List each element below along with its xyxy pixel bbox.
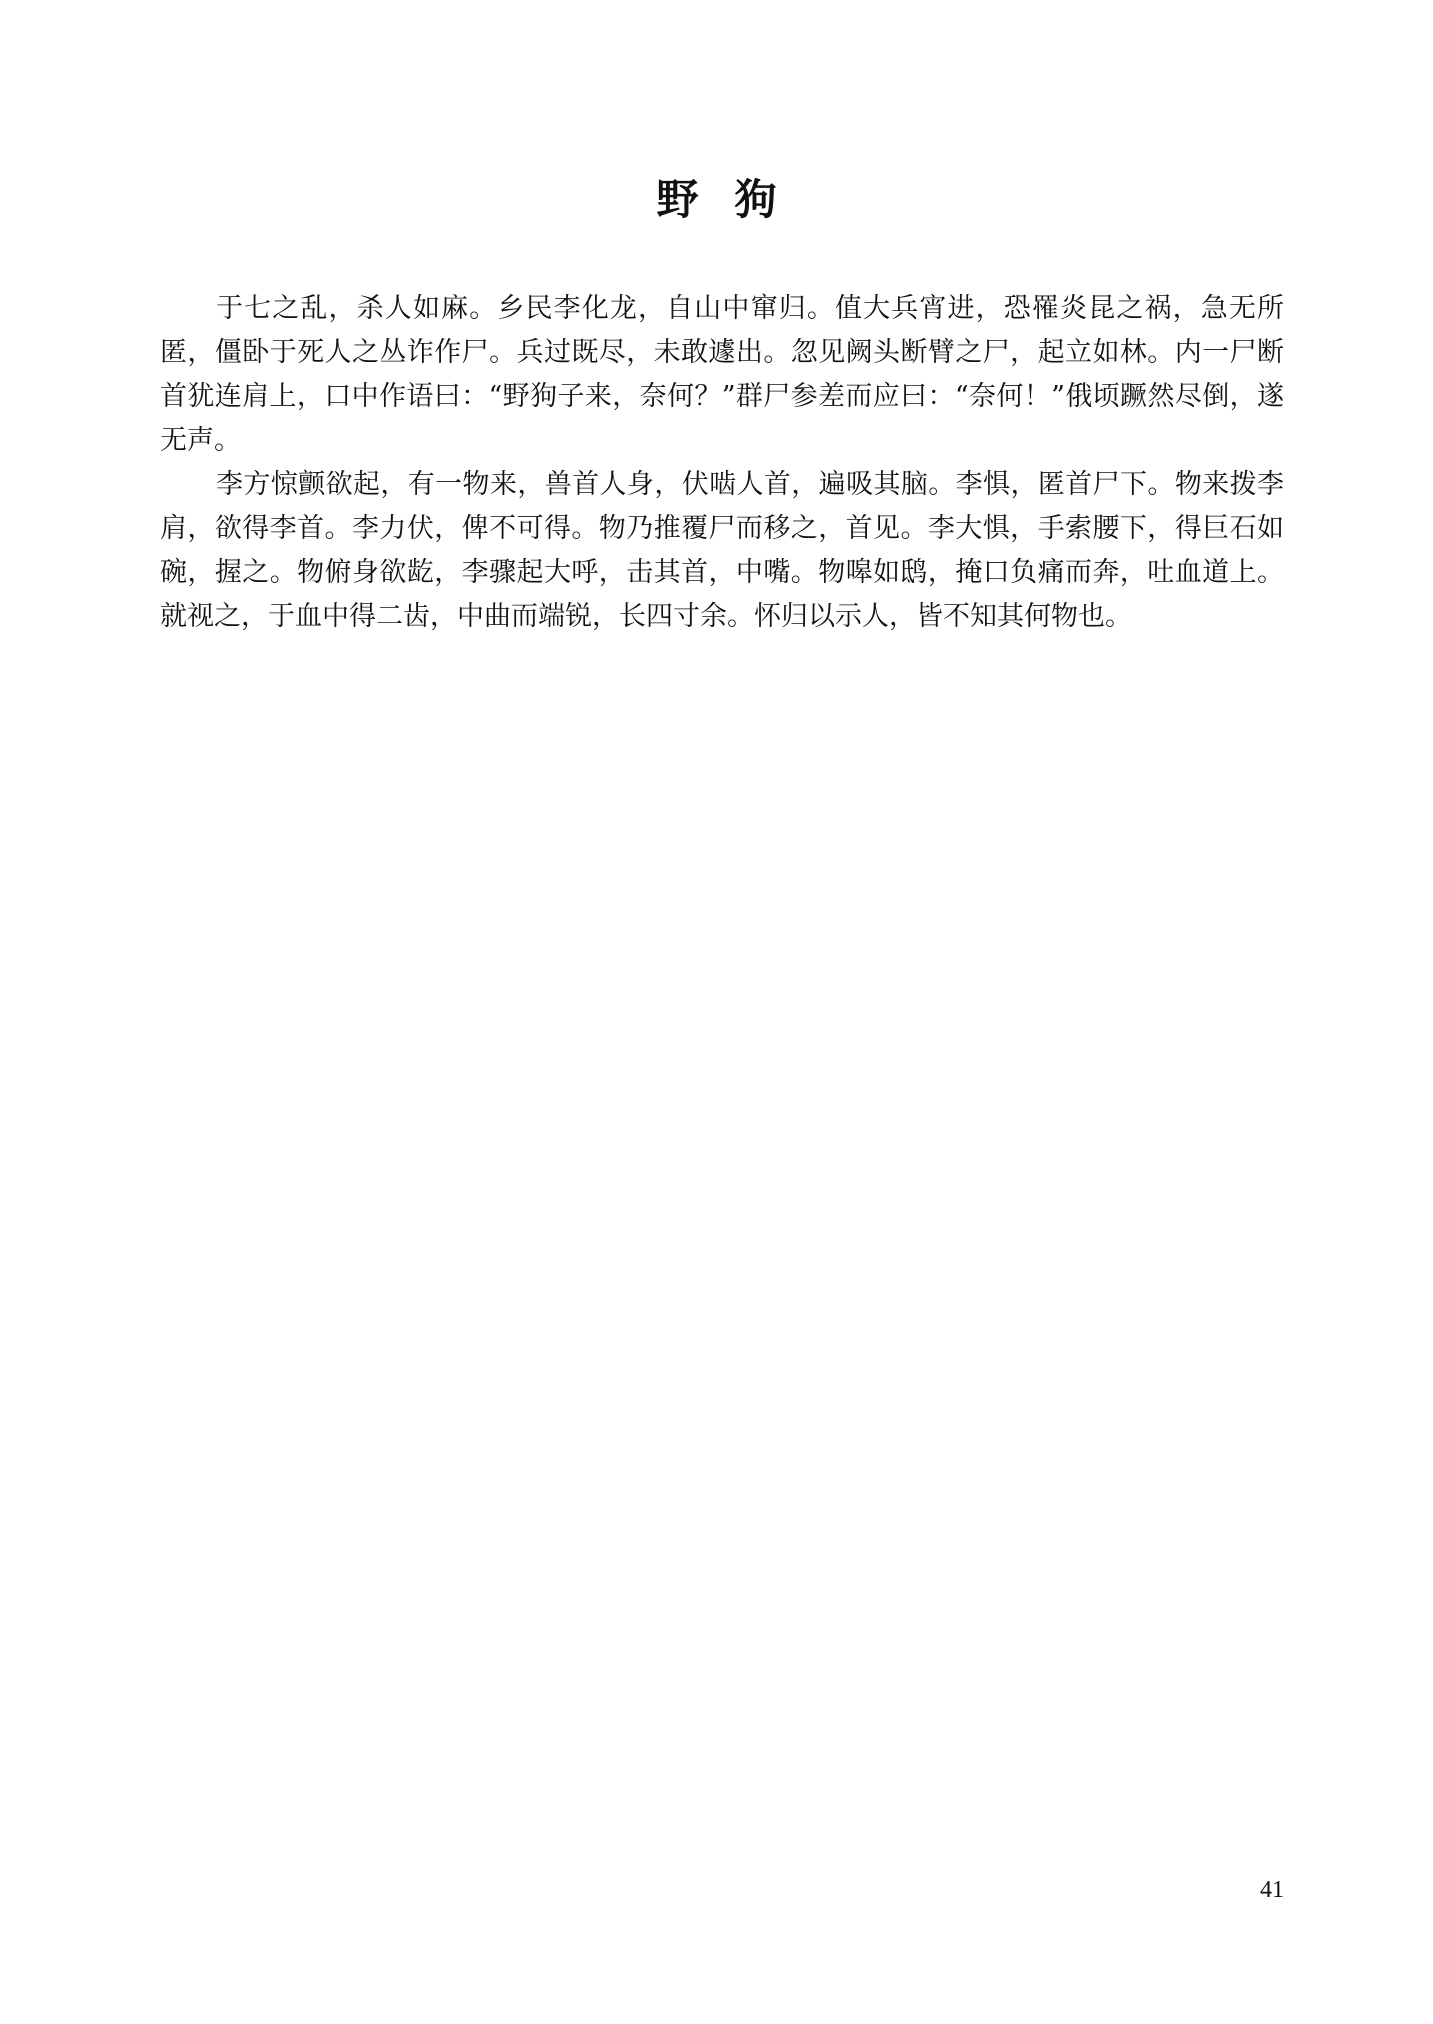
paragraph-1: 于七之乱，杀人如麻。乡民李化龙，自山中窜归。值大兵宵进，恐罹炎昆之祸，急无所匿，僵卧于死人之丛诈作尸。兵过既尽，未敢遽出。忽见阙头断臂之尸，起立如林。内一尸断首犹连肩上，口中作语曰：“野狗子来，奈何？”群尸参差而应曰：“奈何！”俄顷蹶然尽倒，遂无声。 [160, 293, 1284, 456]
page-title: 野狗 [656, 175, 813, 224]
paragraph-2: 李方惊颤欲起，有一物来，兽首人身，伏啮人首，遍吸其脑。李惧，匿首尸下。物来拨李肩，欲得李首。李力伏，俾不可得。物乃推覆尸而移之，首见。李大惧，手索腰下，得巨石如碗，握之。物俯身欲龁，李骤起大呼，击其首，中嘴。物嗥如鸱，掩口负痛而奔，吐血道上。就视之，于血中得二齿，中曲而端锐，长四寸余。怀归以示人，皆不知其何物也。 [160, 469, 1284, 632]
story-text [160, 287, 1284, 639]
page-number: 41 [1260, 1877, 1284, 1903]
